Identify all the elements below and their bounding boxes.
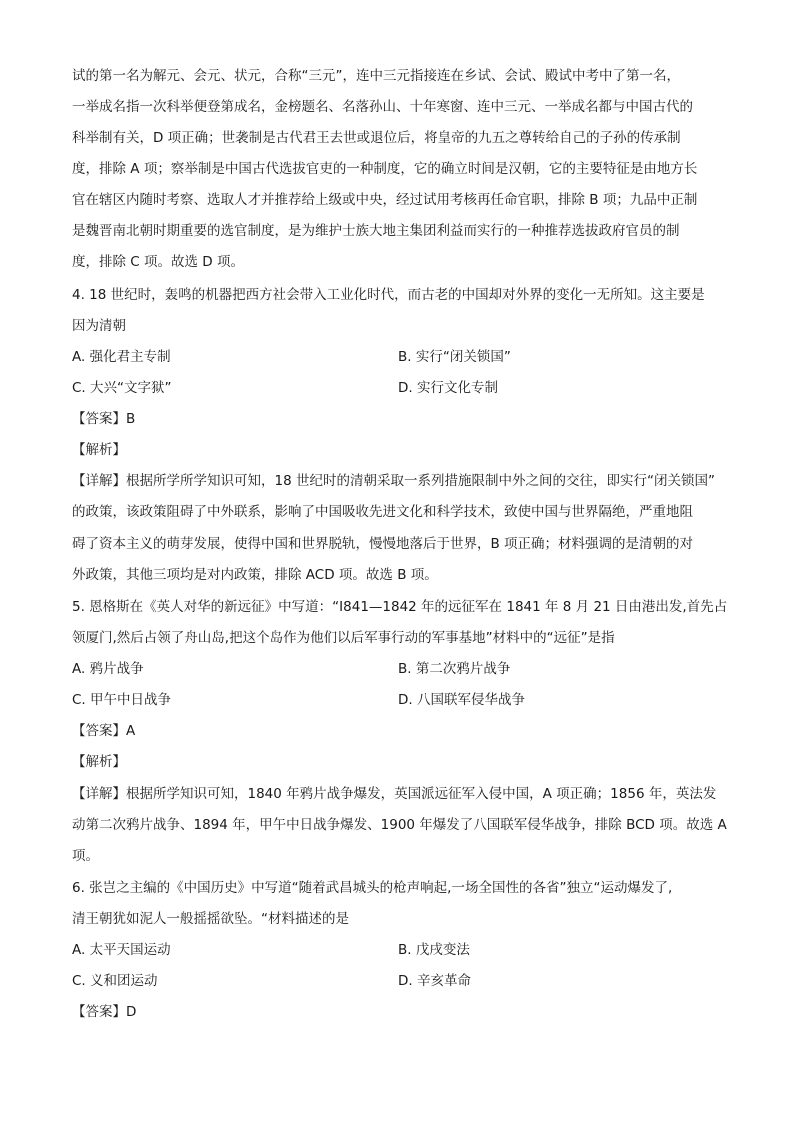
prev-analysis-line: 科举制有关，D 项正确；世袭制是古代君王去世或退位后，将皇帝的九五之尊转给自己的子孙的传承制 <box>72 130 681 146</box>
q4-detail-line: 碍了资本主义的萌芽发展，使得中国和世界脱轨，慢慢地落后于世界，B 项正确；材料强调的是清朝的对 <box>72 536 694 552</box>
prev-analysis-line: 官在辖区内随时考察、选取人才并推荐给上级或中央，经过试用考核再任命官职，排除 B 项；九品中正制 <box>72 192 698 208</box>
prev-analysis-line: 是魏晋南北朝时期重要的选官制度，是为维护士族大地主集团利益而实行的一种推荐选拔政府官员的制 <box>72 223 680 239</box>
q5-option-d: D. 八国联军侵华战争 <box>398 692 525 708</box>
prev-analysis-line: 度，排除 C 项。故选 D 项。 <box>72 254 244 270</box>
q4-option-a: A. 强化君主专制 <box>72 349 171 365</box>
q4-stem-line: 4. 18 世纪时，轰鸣的机器把西方社会带入工业化时代，而古老的中国却对外界的变化一无所知。这主要是 <box>72 287 705 303</box>
q4-stem-line: 因为清朝 <box>72 318 126 334</box>
q5-option-a: A. 鸦片战争 <box>72 661 144 677</box>
q6-option-a: A. 太平天国运动 <box>72 942 171 958</box>
q6-answer: 【答案】D <box>72 1004 137 1020</box>
q6-stem-line: 6. 张岂之主编的《中国历史》中写道“随着武昌城头的枪声响起,一场全国性的各省”独立“运动爆发了, <box>72 880 673 896</box>
q5-option-b: B. 第二次鸦片战争 <box>398 661 511 677</box>
q4-option-b: B. 实行“闭关锁国” <box>398 349 511 365</box>
q5-answer: 【答案】A <box>72 723 136 739</box>
q5-detail-line: 【详解】根据所学知识可知，1840 年鸦片战争爆发，英国派远征军入侵中国，A 项正确；1856 年，英法发 <box>72 786 717 802</box>
q6-option-c: C. 义和团运动 <box>72 973 158 989</box>
q4-detail-line: 【详解】根据所学所学知识可知，18 世纪时的清朝采取一系列措施限制中外之间的交往，即实行“闭关锁国” <box>72 473 715 489</box>
q5-stem-line: 5. 恩格斯在《英人对华的新远征》中写道：“I841—1842 年的远征军在 1841 年 8 月 21 日由港出发,首先占 <box>72 599 728 615</box>
q5-detail-line: 项。 <box>72 848 99 864</box>
q6-option-d: D. 辛亥革命 <box>398 973 471 989</box>
q4-option-c: C. 大兴“文字狱” <box>72 380 172 396</box>
prev-analysis-line: 试的第一名为解元、会元、状元，合称“三元”，连中三元指接连在乡试、会试、殿试中考中了第一名， <box>72 68 680 84</box>
q4-answer: 【答案】B <box>72 411 136 427</box>
q4-detail-line: 外政策，其他三项均是对内政策，排除 ACD 项。故选 B 项。 <box>72 567 438 583</box>
q4-analysis-label: 【解析】 <box>72 442 126 458</box>
q5-detail-line: 动第二次鸦片战争、1894 年，甲午中日战争爆发、1900 年爆发了八国联军侵华战争，排除 BCD 项。故选 A <box>72 817 727 833</box>
prev-analysis-line: 度，排除 A 项；察举制是中国古代选拔官吏的一种制度，它的确立时间是汉朝，它的主要特征是由地方长 <box>72 161 698 177</box>
q6-stem-line: 清王朝犹如泥人一般摇摇欲坠。“材料描述的是 <box>72 911 349 927</box>
q4-option-d: D. 实行文化专制 <box>398 380 498 396</box>
q4-detail-line: 的政策，该政策阻碍了中外联系，影响了中国吸收先进文化和科学技术，致使中国与世界隔绝，严重地阻 <box>72 504 693 520</box>
q5-analysis-label: 【解析】 <box>72 754 126 770</box>
prev-analysis-line: 一举成名指一次科举便登第成名，金榜题名、名落孙山、十年寒窗、连中三元、一举成名都与中国古代的 <box>72 99 693 115</box>
q5-stem-line: 领厦门,然后占领了舟山岛,把这个岛作为他们以后军事行动的军事基地”材料中的“远征”是指 <box>72 630 615 646</box>
q6-option-b: B. 戊戌变法 <box>398 942 470 958</box>
q5-option-c: C. 甲午中日战争 <box>72 692 172 708</box>
